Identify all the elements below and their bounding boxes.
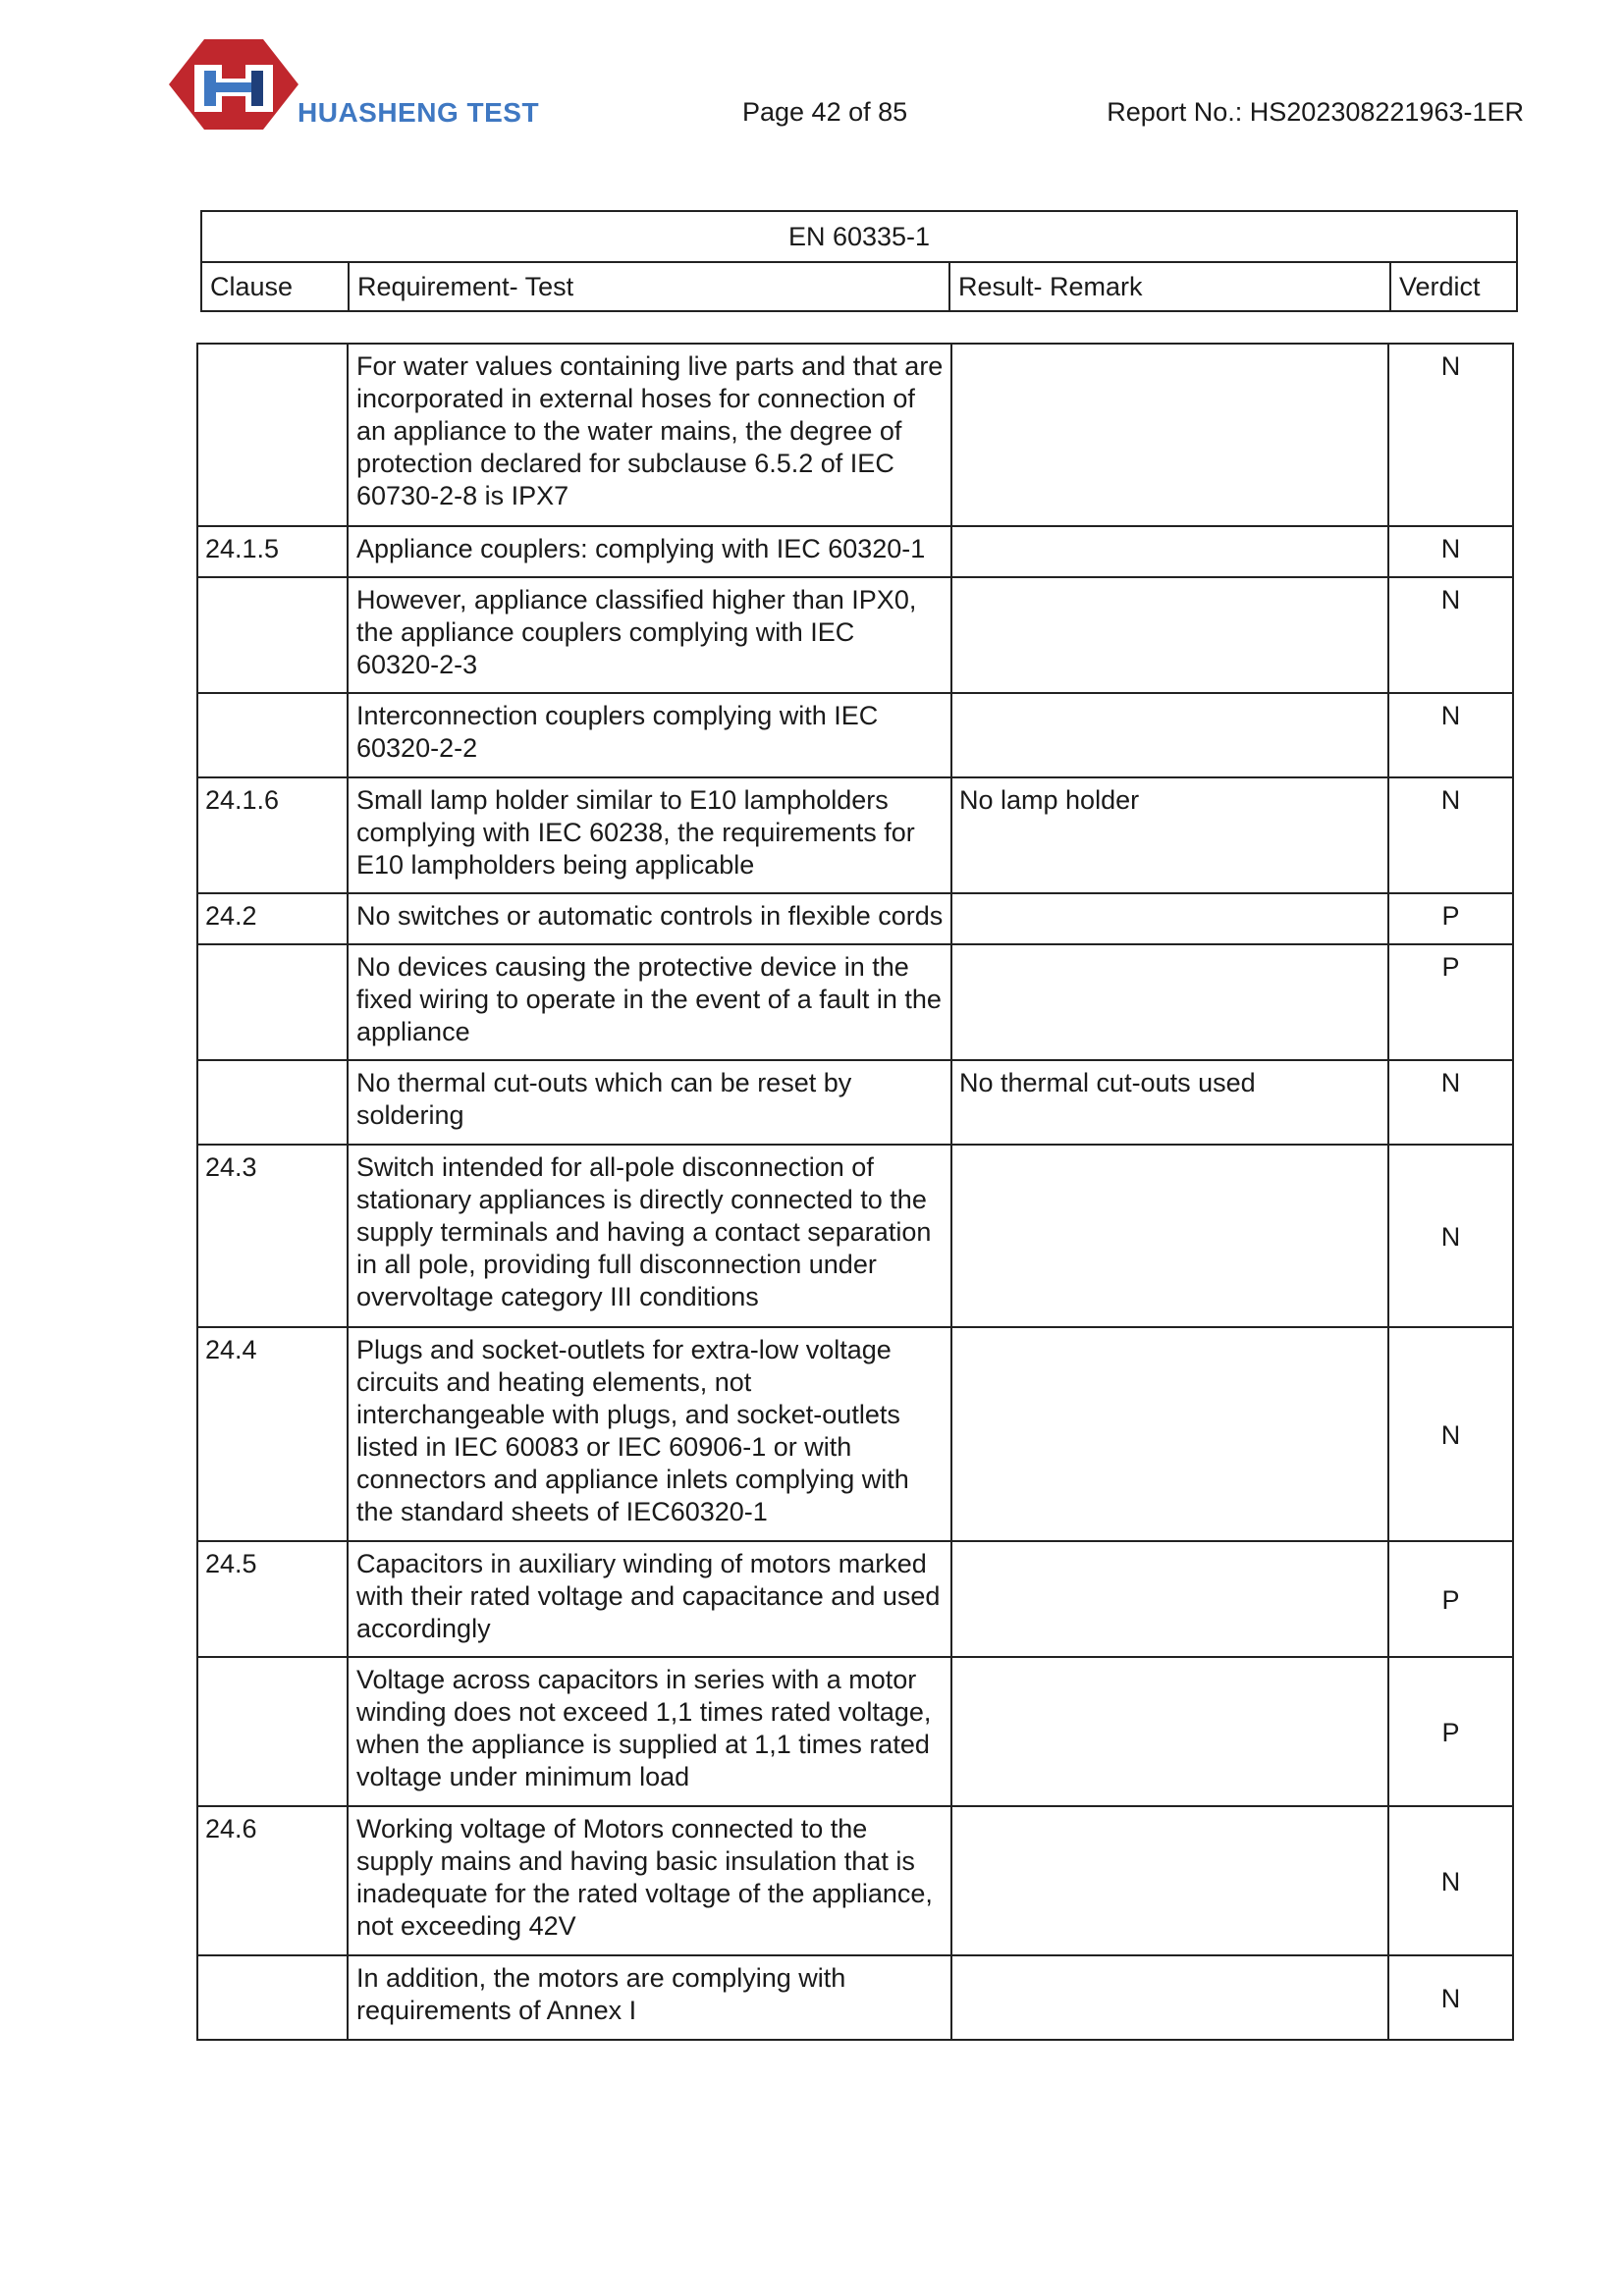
- verdict-cell: N: [1388, 577, 1513, 693]
- requirement-cell: Voltage across capacitors in series with a motor winding does not exceed 1,1 times rated voltage, when the appliance is supplied at 1,1 times rated voltage under minimum load: [348, 1657, 951, 1806]
- result-cell: [951, 526, 1388, 577]
- standard-title: EN 60335-1: [201, 211, 1517, 262]
- requirement-cell: Plugs and socket-outlets for extra-low voltage circuits and heating elements, not interchangeable with plugs, and socket-outlets listed in IEC 60083 or IEC 60906-1 or with connectors and appliance inlets complying with the standard sheets of IEC60320-1: [348, 1327, 951, 1541]
- verdict-cell: N: [1388, 1060, 1513, 1145]
- requirement-cell: However, appliance classified higher than IPX0, the appliance couplers complying with IEC 60320-2-3: [348, 577, 951, 693]
- clause-cell: 24.6: [197, 1806, 348, 1955]
- clause-cell: [197, 944, 348, 1060]
- requirement-cell: Switch intended for all-pole disconnection of stationary appliances is directly connected to the supply terminals and having a contact separation in all pole, providing full disconnection under overvoltage category III conditions: [348, 1145, 951, 1327]
- column-header-result: Result- Remark: [949, 262, 1390, 311]
- result-cell: [951, 1657, 1388, 1806]
- requirement-cell: No devices causing the protective device in the fixed wiring to operate in the event of a fault in the appliance: [348, 944, 951, 1060]
- verdict-cell: N: [1388, 1955, 1513, 2040]
- verdict-cell: N: [1388, 526, 1513, 577]
- clause-cell: 24.4: [197, 1327, 348, 1541]
- brand-name: HUASHENG TEST: [298, 97, 540, 128]
- verdict-cell: N: [1388, 1806, 1513, 1955]
- verdict-cell: N: [1388, 777, 1513, 893]
- standard-header-table: [200, 210, 1518, 312]
- table-row: [197, 526, 1513, 577]
- verdict-cell: N: [1388, 1145, 1513, 1327]
- table-row: [197, 1327, 1513, 1541]
- result-cell: [951, 693, 1388, 777]
- table-row: [197, 1145, 1513, 1327]
- column-header-verdict: Verdict: [1390, 262, 1517, 311]
- clause-cell: [197, 344, 348, 526]
- result-cell: [951, 1955, 1388, 2040]
- verdict-cell: P: [1388, 893, 1513, 944]
- requirement-cell: For water values containing live parts and that are incorporated in external hoses for connection of an appliance to the water mains, the degree of protection declared for subclause 6.5.2 of IEC 60730-2-8 is IPX7: [348, 344, 951, 526]
- result-cell: [951, 344, 1388, 526]
- huasheng-logo-icon: [165, 35, 298, 151]
- verdict-cell: N: [1388, 1327, 1513, 1541]
- requirement-cell: Interconnection couplers complying with IEC 60320-2-2: [348, 693, 951, 777]
- verdict-cell: N: [1388, 693, 1513, 777]
- requirement-cell: In addition, the motors are complying with requirements of Annex I: [348, 1955, 951, 2040]
- clause-cell: [197, 693, 348, 777]
- table-row: [197, 344, 1513, 526]
- table-row: [197, 1541, 1513, 1657]
- table-row: [197, 1657, 1513, 1806]
- table-row: [197, 577, 1513, 693]
- table-row: [197, 777, 1513, 893]
- clause-cell: [197, 1060, 348, 1145]
- result-cell: [951, 1806, 1388, 1955]
- clause-cell: 24.2: [197, 893, 348, 944]
- result-cell: No lamp holder: [951, 777, 1388, 893]
- verdict-cell: P: [1388, 1657, 1513, 1806]
- table-row: [197, 1806, 1513, 1955]
- requirement-cell: Capacitors in auxiliary winding of motors marked with their rated voltage and capacitance and used accordingly: [348, 1541, 951, 1657]
- table-row: [197, 893, 1513, 944]
- report-number: Report No.: HS202308221963-1ER: [1107, 97, 1524, 127]
- clause-cell: [197, 1955, 348, 2040]
- verdict-cell: P: [1388, 1541, 1513, 1657]
- table-row: [197, 944, 1513, 1060]
- requirement-cell: No switches or automatic controls in flexible cords: [348, 893, 951, 944]
- verdict-cell: P: [1388, 944, 1513, 1060]
- result-cell: [951, 1327, 1388, 1541]
- clause-cell: 24.1.5: [197, 526, 348, 577]
- table-row: [197, 1955, 1513, 2040]
- clause-cell: [197, 577, 348, 693]
- requirement-cell: Small lamp holder similar to E10 lampholders complying with IEC 60238, the requirements for E10 lampholders being applicable: [348, 777, 951, 893]
- result-cell: [951, 893, 1388, 944]
- requirement-cell: Working voltage of Motors connected to the supply mains and having basic insulation that is inadequate for the rated voltage of the appliance, not exceeding 42V: [348, 1806, 951, 1955]
- column-header-clause: Clause: [201, 262, 349, 311]
- result-cell: [951, 1145, 1388, 1327]
- page-number: Page 42 of 85: [742, 97, 908, 127]
- table-row: [197, 1060, 1513, 1145]
- clause-cell: 24.5: [197, 1541, 348, 1657]
- requirement-cell: Appliance couplers: complying with IEC 60320-1: [348, 526, 951, 577]
- table-row: [197, 693, 1513, 777]
- column-header-requirement: Requirement- Test: [349, 262, 949, 311]
- result-cell: [951, 944, 1388, 1060]
- clause-cell: 24.3: [197, 1145, 348, 1327]
- clause-cell: [197, 1657, 348, 1806]
- verdict-cell: N: [1388, 344, 1513, 526]
- requirement-cell: No thermal cut-outs which can be reset by soldering: [348, 1060, 951, 1145]
- requirements-table: [196, 343, 1514, 2041]
- result-cell: No thermal cut-outs used: [951, 1060, 1388, 1145]
- clause-cell: 24.1.6: [197, 777, 348, 893]
- result-cell: [951, 577, 1388, 693]
- result-cell: [951, 1541, 1388, 1657]
